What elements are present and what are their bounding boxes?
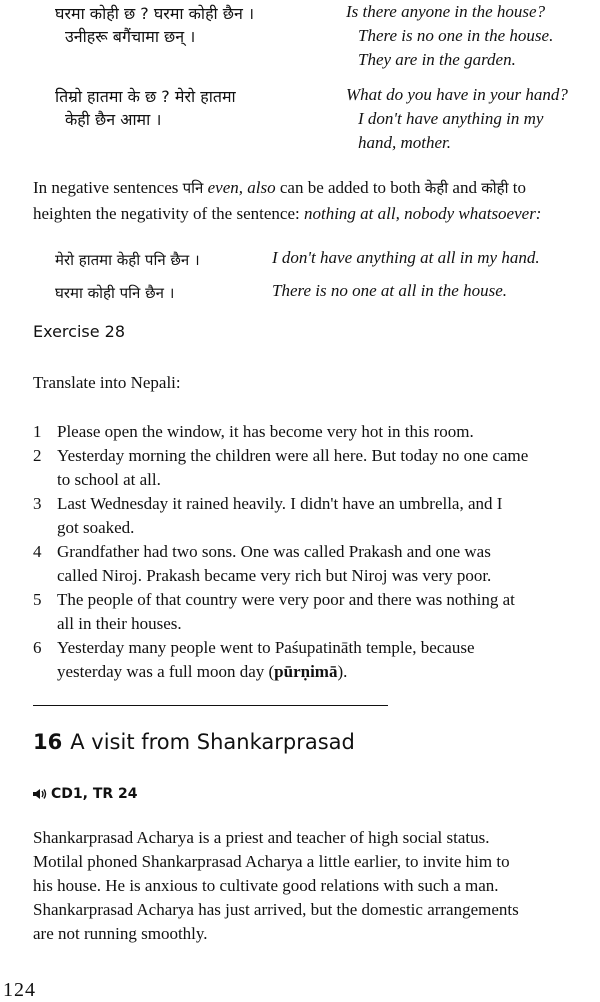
- intro-line: his house. He is anxious to cultivate good relations with such a man.: [33, 876, 499, 895]
- nepali-line: उनीहरू बगैंचामा छन् ।: [65, 27, 196, 46]
- english-line: What do you have in your hand?: [346, 85, 568, 104]
- item-number: 4: [33, 542, 42, 561]
- exercise-list: [33, 420, 600, 684]
- item-text: Yesterday morning the children were all here. But today no one came: [57, 446, 529, 465]
- english-line: I don't have anything in my: [358, 109, 544, 128]
- english-line: hand, mother.: [358, 133, 452, 152]
- para-text: can be added to both: [275, 178, 425, 197]
- chapter-number: 16: [33, 730, 63, 754]
- example-english: I don't have anything at all in my hand.: [272, 248, 540, 267]
- item-text: yesterday was a full moon day (: [57, 662, 275, 681]
- intro-line: Shankarprasad Acharya has just arrived, but the domestic arrangements: [33, 900, 519, 919]
- item-bold-word: pūrṇimā: [274, 662, 338, 681]
- intro-line: Shankarprasad Acharya is a priest and teacher of high social status.: [33, 828, 490, 847]
- exercise-item: [33, 492, 600, 540]
- para-text: In negative sentences: [33, 178, 183, 197]
- chapter-title: A visit from Shankarprasad: [70, 730, 355, 754]
- chapter-intro: [33, 826, 600, 946]
- para-italic: even, also: [203, 178, 276, 197]
- example-nepali: घरमा कोही पनि छैन ।: [55, 284, 175, 302]
- nepali-line: केही छैन आमा ।: [65, 110, 162, 129]
- nepali-word: पनि: [182, 179, 204, 197]
- intro-line: are not running smoothly.: [33, 924, 208, 943]
- english-translation: [346, 0, 600, 72]
- item-text: Grandfather had two sons. One was called Prakash and one was: [57, 542, 491, 561]
- item-number: 6: [33, 638, 42, 657]
- item-number: 3: [33, 494, 42, 513]
- para-text: heighten the negativity of the sentence:: [33, 204, 304, 223]
- item-text: Please open the window, it has become very hot in this room.: [57, 422, 474, 441]
- para-italic: nothing at all, nobody whatsoever:: [303, 204, 542, 223]
- exercise-item: [33, 636, 600, 684]
- item-text: Last Wednesday it rained heavily. I didn't have an umbrella, and I: [57, 494, 503, 513]
- intro-line: Motilal phoned Shankarprasad Acharya a little earlier, to invite him to: [33, 852, 510, 871]
- nepali-line: घरमा कोही छ ? घरमा कोही छैन ।: [55, 4, 255, 23]
- item-number: 1: [33, 422, 42, 441]
- audio-track: [33, 786, 138, 802]
- english-line: There is no one in the house.: [358, 26, 554, 45]
- negative-explanation: [33, 175, 593, 226]
- exercise-item: [33, 588, 600, 636]
- nepali-word: कोही: [481, 179, 509, 197]
- item-text: The people of that country were very poor and there was nothing at: [57, 590, 515, 609]
- item-text: got soaked.: [57, 518, 135, 537]
- exercise-item: [33, 420, 600, 444]
- example-english: There is no one at all in the house.: [272, 281, 507, 300]
- item-text: all in their houses.: [57, 614, 182, 633]
- english-line: They are in the garden.: [358, 50, 516, 69]
- para-text: to: [508, 178, 526, 197]
- nepali-word: केही: [424, 179, 449, 197]
- english-translation: [346, 83, 600, 155]
- chapter-heading: [33, 730, 355, 754]
- nepali-text: [55, 2, 254, 48]
- item-text: called Niroj. Prakash became very rich but Niroj was very poor.: [57, 566, 492, 585]
- nepali-text: [55, 85, 236, 131]
- exercise-title: Exercise 28: [33, 322, 126, 341]
- page-number: 124: [3, 979, 36, 1001]
- item-text: Yesterday many people went to Paśupatināth temple, because: [57, 638, 475, 657]
- nepali-line: तिम्रो हातमा के छ ? मेरो हातमा: [55, 87, 236, 106]
- audio-label: CD1, TR 24: [51, 786, 138, 802]
- item-text: ).: [337, 662, 348, 681]
- section-divider: [33, 705, 388, 706]
- exercise-instruction: Translate into Nepali:: [33, 373, 181, 392]
- exercise-item: [33, 444, 600, 492]
- english-line: Is there anyone in the house?: [346, 2, 546, 21]
- item-number: 5: [33, 590, 42, 609]
- exercise-item: [33, 540, 600, 588]
- para-text: and: [448, 178, 482, 197]
- example-nepali: मेरो हातमा केही पनि छैन ।: [55, 251, 200, 269]
- item-number: 2: [33, 446, 42, 465]
- speaker-icon: [33, 786, 51, 802]
- item-text: to school at all.: [57, 470, 161, 489]
